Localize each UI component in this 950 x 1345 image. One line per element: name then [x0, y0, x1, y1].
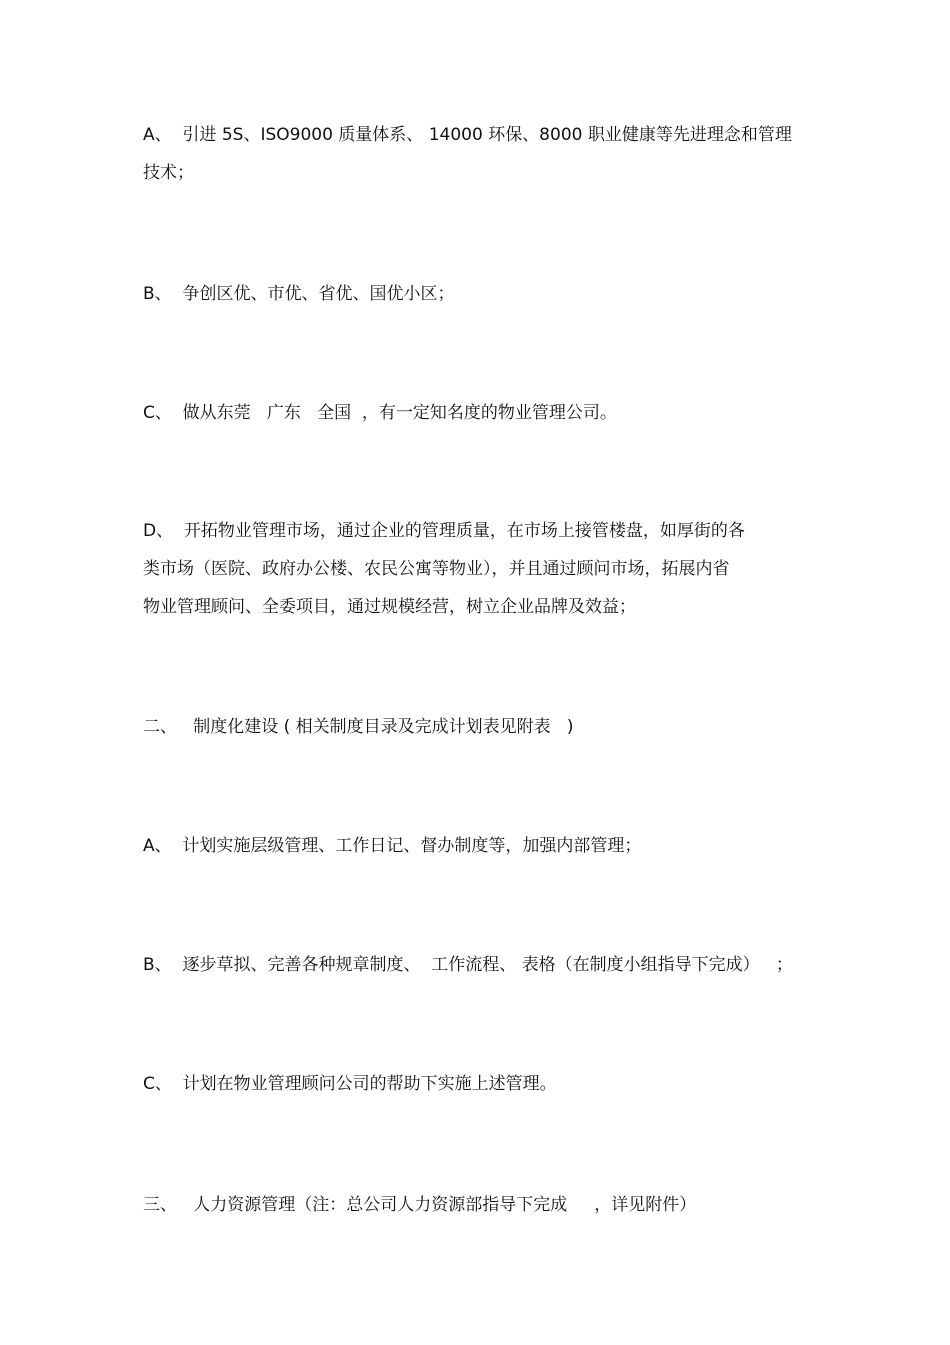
text-line: 技术； [143, 163, 194, 183]
text-line: 类市场（医院、政府办公楼、农民公寓等物业），并且通过顾问市场，拓展内省 [143, 559, 730, 579]
paragraph-a-hierarchy [143, 827, 823, 865]
paragraph-b-regulations [143, 946, 823, 984]
section-heading-2 [143, 708, 823, 746]
text-line: A、 引进 5S、ISO9000 质量体系、 14000 环保、8000 职业健康等先进理念和管理 [143, 125, 792, 145]
paragraph-b-awards [143, 275, 823, 313]
paragraph-c-reputation [143, 394, 823, 432]
text-line: C、 计划在物业管理顾问公司的帮助下实施上述管理。 [143, 1074, 557, 1094]
paragraph-a-standards [143, 116, 823, 192]
section-heading-3 [143, 1186, 823, 1224]
text-line: B、 争创区优、市优、省优、国优小区； [143, 284, 455, 304]
text-line: A、 计划实施层级管理、工作日记、督办制度等，加强内部管理； [143, 836, 642, 856]
text-line: B、 逐步草拟、完善各种规章制度、 工作流程、 表格（在制度小组指导下完成） ； [143, 955, 793, 975]
text-line: 三、 人力资源管理（注：总公司人力资源部指导下完成 ，详见附件） [143, 1195, 697, 1215]
paragraph-c-consultant [143, 1065, 823, 1103]
text-line: 物业管理顾问、全委项目，通过规模经营，树立企业品牌及效益； [143, 597, 636, 617]
text-line: C、 做从东莞 广东 全国 ，有一定知名度的物业管理公司。 [143, 403, 617, 423]
paragraph-d-market [143, 512, 823, 626]
text-line: D、 开拓物业管理市场，通过企业的管理质量，在市场上接管楼盘，如厚街的各 [143, 521, 745, 541]
text-line: 二、 制度化建设 ( 相关制度目录及完成计划表见附表 ) [143, 717, 574, 737]
